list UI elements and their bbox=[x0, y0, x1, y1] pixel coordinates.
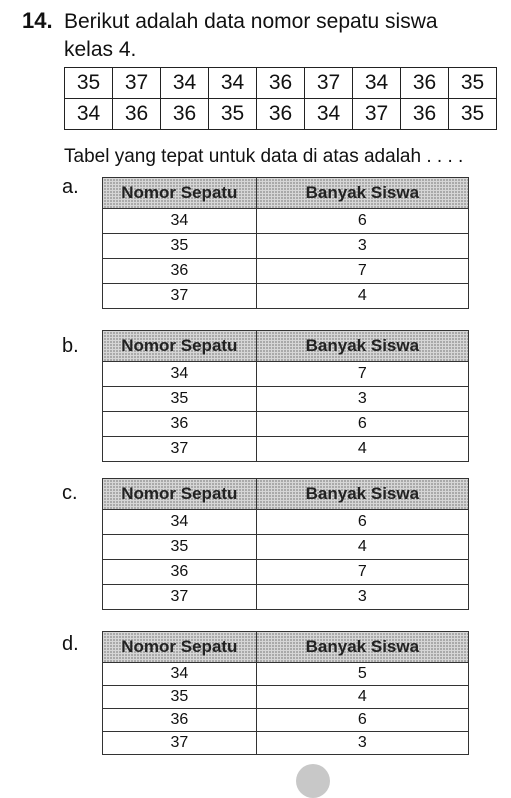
shoe-size-cell: 35 bbox=[103, 686, 257, 709]
header-banyak-siswa: Banyak Siswa bbox=[256, 331, 468, 362]
header-banyak-siswa: Banyak Siswa bbox=[256, 178, 468, 209]
shoe-size-cell: 35 bbox=[103, 387, 257, 412]
question-text-line-1: Berikut adalah data nomor sepatu siswa bbox=[64, 10, 438, 33]
table-cell: 36 bbox=[257, 99, 305, 130]
count-cell: 6 bbox=[256, 510, 468, 535]
count-cell: 3 bbox=[256, 732, 468, 755]
shoe-size-cell: 36 bbox=[103, 412, 257, 437]
shoe-size-cell: 34 bbox=[103, 510, 257, 535]
count-cell: 4 bbox=[256, 686, 468, 709]
table-row bbox=[103, 732, 469, 755]
shoe-size-cell: 37 bbox=[103, 284, 257, 309]
table-row bbox=[103, 362, 469, 387]
table-row bbox=[103, 284, 469, 309]
table-row bbox=[103, 663, 469, 686]
table-cell: 36 bbox=[113, 99, 161, 130]
count-cell: 7 bbox=[256, 259, 468, 284]
count-cell: 3 bbox=[256, 387, 468, 412]
shoe-size-cell: 36 bbox=[103, 560, 257, 585]
shoe-size-cell: 37 bbox=[103, 732, 257, 755]
shoe-size-cell: 36 bbox=[103, 709, 257, 732]
table-row bbox=[103, 709, 469, 732]
header-nomor-sepatu: Nomor Sepatu bbox=[103, 632, 257, 663]
option-c-table[interactable] bbox=[102, 478, 469, 610]
header-nomor-sepatu: Nomor Sepatu bbox=[103, 331, 257, 362]
count-cell: 4 bbox=[256, 437, 468, 462]
count-cell: 6 bbox=[256, 412, 468, 437]
count-cell: 3 bbox=[256, 585, 468, 610]
table-row bbox=[65, 99, 497, 130]
table-cell: 36 bbox=[401, 99, 449, 130]
table-cell: 34 bbox=[305, 99, 353, 130]
header-nomor-sepatu: Nomor Sepatu bbox=[103, 479, 257, 510]
shoe-size-cell: 35 bbox=[103, 535, 257, 560]
option-d-label: d. bbox=[62, 633, 79, 655]
question-prompt: Tabel yang tepat untuk data di atas adalah . . . . bbox=[64, 146, 464, 167]
table-cell: 35 bbox=[449, 99, 497, 130]
table-header-row bbox=[103, 178, 469, 209]
table-cell: 37 bbox=[353, 99, 401, 130]
table-row bbox=[103, 585, 469, 610]
table-cell: 34 bbox=[353, 68, 401, 99]
header-banyak-siswa: Banyak Siswa bbox=[256, 632, 468, 663]
option-a-table[interactable] bbox=[102, 177, 469, 309]
count-cell: 7 bbox=[256, 560, 468, 585]
table-cell: 36 bbox=[257, 68, 305, 99]
shoe-size-data-table bbox=[64, 67, 497, 130]
option-c-label: c. bbox=[62, 482, 78, 504]
table-row bbox=[103, 437, 469, 462]
count-cell: 6 bbox=[256, 209, 468, 234]
table-header-row bbox=[103, 331, 469, 362]
table-cell: 37 bbox=[305, 68, 353, 99]
table-cell: 36 bbox=[161, 99, 209, 130]
table-header-row bbox=[103, 479, 469, 510]
table-row bbox=[103, 686, 469, 709]
table-row bbox=[103, 209, 469, 234]
table-header-row bbox=[103, 632, 469, 663]
table-cell: 34 bbox=[161, 68, 209, 99]
page-corner-circle bbox=[296, 764, 330, 798]
shoe-size-cell: 34 bbox=[103, 362, 257, 387]
question-text bbox=[64, 8, 494, 64]
shoe-size-cell: 37 bbox=[103, 585, 257, 610]
count-cell: 6 bbox=[256, 709, 468, 732]
table-cell: 37 bbox=[113, 68, 161, 99]
table-cell: 36 bbox=[401, 68, 449, 99]
option-d-table[interactable] bbox=[102, 631, 469, 755]
table-cell: 35 bbox=[209, 99, 257, 130]
option-b-label: b. bbox=[62, 335, 79, 357]
table-row bbox=[103, 560, 469, 585]
option-a-label: a. bbox=[62, 176, 79, 198]
table-row bbox=[65, 68, 497, 99]
question-text-line-2: kelas 4. bbox=[64, 38, 137, 61]
table-row bbox=[103, 412, 469, 437]
table-row bbox=[103, 510, 469, 535]
table-row bbox=[103, 234, 469, 259]
table-cell: 35 bbox=[65, 68, 113, 99]
shoe-size-cell: 34 bbox=[103, 663, 257, 686]
question-number: 14. bbox=[22, 8, 53, 33]
shoe-size-cell: 37 bbox=[103, 437, 257, 462]
shoe-size-cell: 36 bbox=[103, 259, 257, 284]
table-cell: 34 bbox=[65, 99, 113, 130]
header-nomor-sepatu: Nomor Sepatu bbox=[103, 178, 257, 209]
option-b-table[interactable] bbox=[102, 330, 469, 462]
count-cell: 4 bbox=[256, 284, 468, 309]
table-cell: 35 bbox=[449, 68, 497, 99]
table-row bbox=[103, 259, 469, 284]
table-row bbox=[103, 387, 469, 412]
count-cell: 7 bbox=[256, 362, 468, 387]
count-cell: 5 bbox=[256, 663, 468, 686]
shoe-size-cell: 35 bbox=[103, 234, 257, 259]
table-cell: 34 bbox=[209, 68, 257, 99]
count-cell: 3 bbox=[256, 234, 468, 259]
header-banyak-siswa: Banyak Siswa bbox=[256, 479, 468, 510]
count-cell: 4 bbox=[256, 535, 468, 560]
shoe-size-cell: 34 bbox=[103, 209, 257, 234]
table-row bbox=[103, 535, 469, 560]
